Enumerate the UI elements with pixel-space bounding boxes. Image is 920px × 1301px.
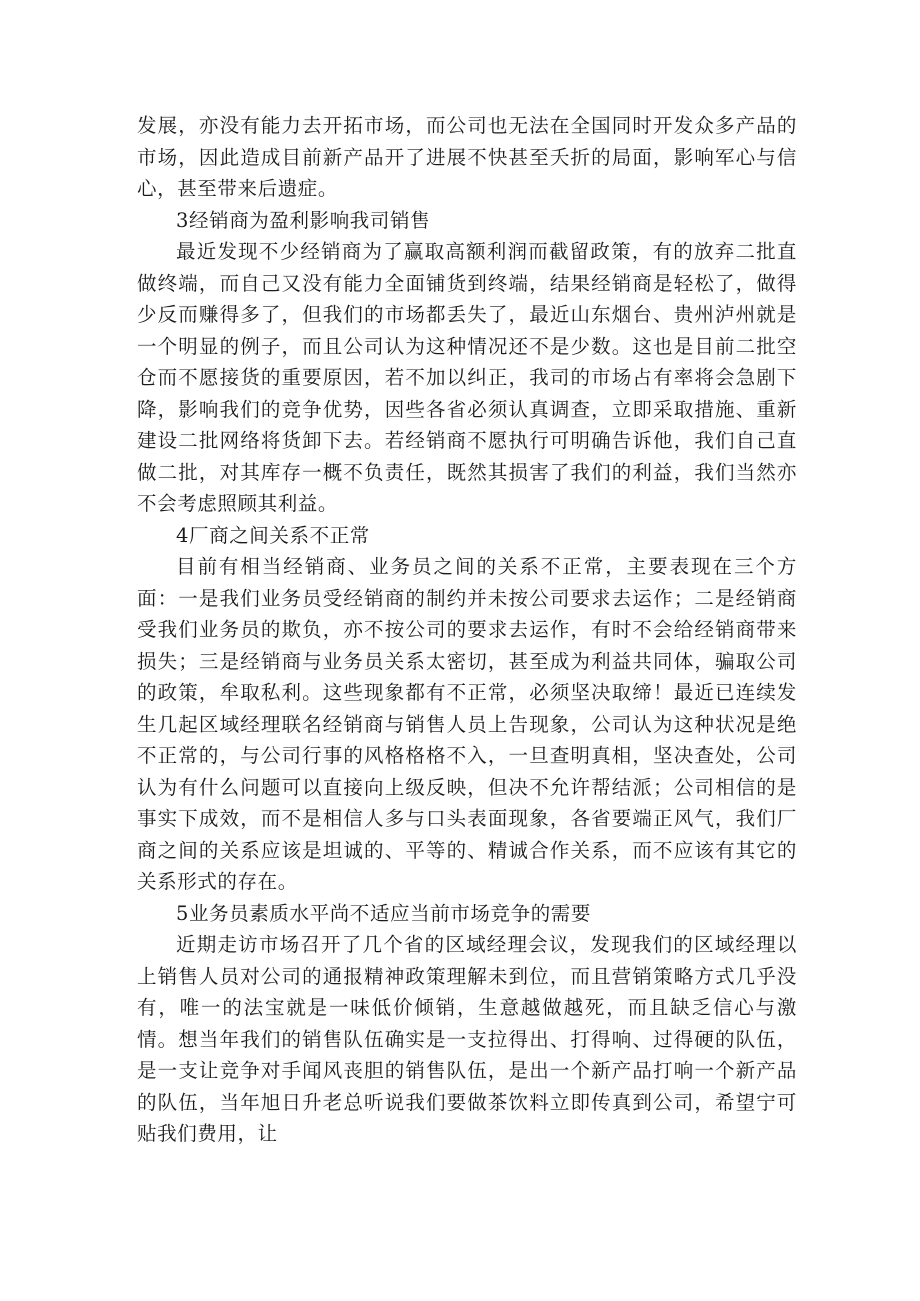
document-body (137, 110, 797, 1150)
section-heading-4: 4厂商之间关系不正常 (176, 523, 370, 547)
section-heading-3: 3经销商为盈利影响我司销售 (176, 208, 431, 232)
paragraph-dealer-profit: 最近发现不少经销商为了赢取高额利润而截留政策，有的放弃二批直做终端，而自己又没有能力全面铺货到终端，结果经销商是轻松了，做得少反而赚得多了，但我们的市场都丢失了，最近山东烟台、贵州泸州就是一个明显的例子，而且公司认为这种情况还不是少数。这也是目前二批空仓而不愿接货的重要原因，若不加以纠正，我司的市场占有率将会急剧下降，影响我们的竞争优势，因些各省必须认真调查，立即采取措施、重新建设二批网络将货卸下去。若经销商不愿执行可明确告诉他，我们自己直做二批，对其库存一概不负责任，既然其损害了我们的利益，我们当然亦不会考虑照顾其利益。 (137, 240, 797, 515)
paragraph-continued: 发展，亦没有能力去开拓市场，而公司也无法在全国同时开发众多产品的市场，因此造成目前新产品开了进展不快甚至夭折的局面，影响军心与信心，甚至带来后遗症。 (137, 114, 797, 200)
paragraph-salesforce-quality: 近期走访市场召开了几个省的区域经理会议，发现我们的区域经理以上销售人员对公司的通报精神政策理解未到位，而且营销策略方式几乎没有，唯一的法宝就是一味低价倾销，生意越做越死，而且缺乏信心与激情。想当年我们的销售队伍确实是一支拉得出、打得响、过得硬的队伍，是一支让竞争对手闻风丧胆的销售队伍，是出一个新产品打响一个新产品的队伍，当年旭日升老总听说我们要做茶饮料立即传真到公司，希望宁可贴我们费用，让 (137, 933, 797, 1145)
section-heading-5: 5业务员素质水平尚不适应当前市场竞争的需要 (176, 901, 592, 925)
paragraph-dealer-relations: 目前有相当经销商、业务员之间的关系不正常，主要表现在三个方面：一是我们业务员受经销商的制约并未按公司要求去运作；二是经销商受我们业务员的欺负，亦不按公司的要求去运作，有时不会给经销商带来损失；三是经销商与业务员关系太密切，甚至成为利益共同体，骗取公司的政策，牟取私利。这些现象都有不正常，必须坚决取缔！最近已连续发生几起区域经理联名经销商与销售人员上告现象，公司认为这种状况是绝不正常的，与公司行事的风格格格不入，一旦查明真相，坚决查处，公司认为有什么问题可以直接向上级反映，但决不允许帮结派；公司相信的是事实下成效，而不是相信人多与口头表面现象，各省要端正风气，我们厂商之间的关系应该是坦诚的、平等的、精诚合作关系，而不应该有其它的关系形式的存在。 (137, 555, 797, 893)
